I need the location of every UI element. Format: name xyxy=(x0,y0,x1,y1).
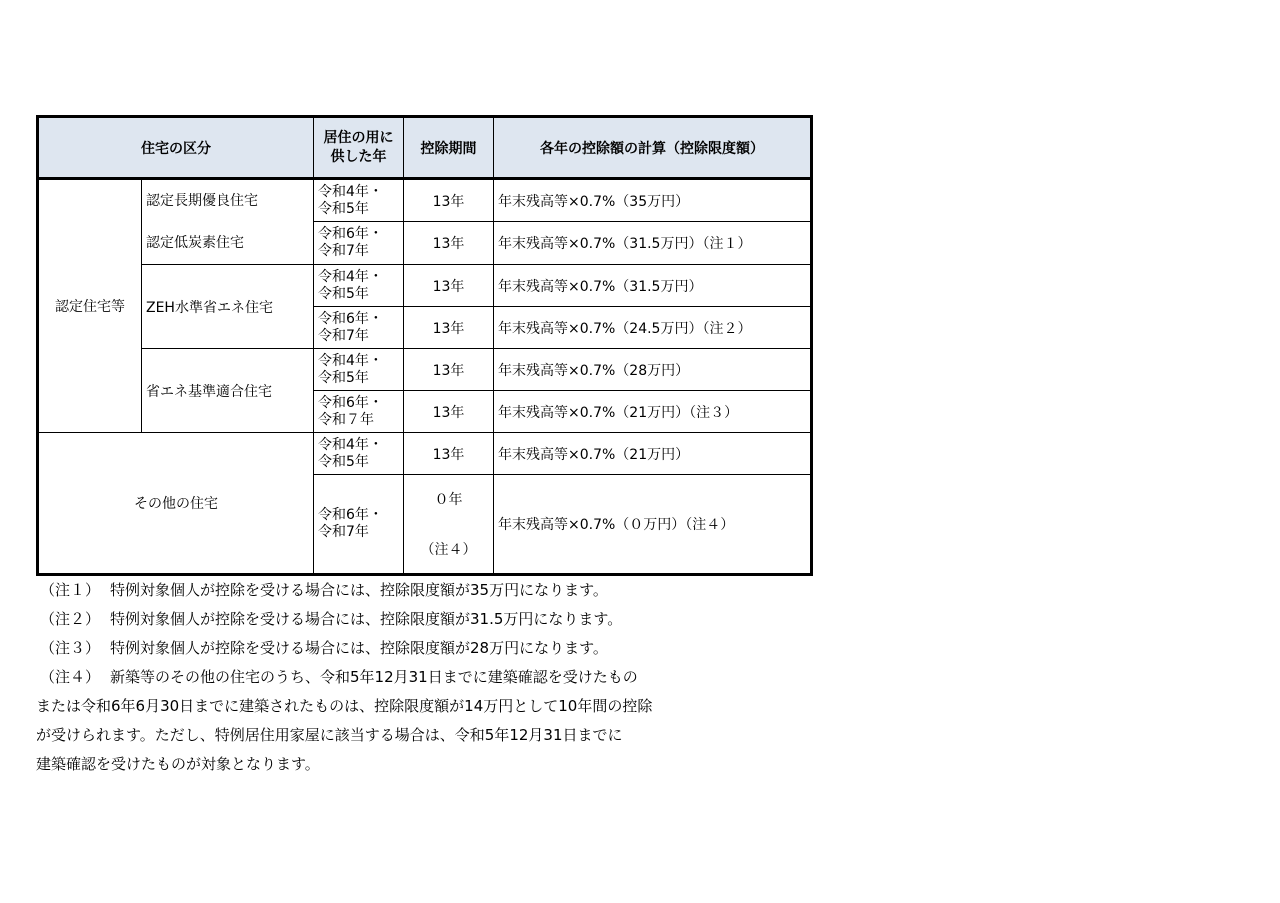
calc-cell: 年末残高等×0.7%（24.5万円）（注２） xyxy=(494,307,812,349)
period-cell: 13年 xyxy=(404,349,494,391)
year-cell: 令和6年・ 令和７年 xyxy=(314,391,404,433)
note-4-continued: または令和6年6月30日までに建築されたものは、控除限度額が14万円として10年間の控除 xyxy=(36,697,653,715)
note-label: （注２） xyxy=(40,610,101,628)
calc-cell: 年末残高等×0.7%（28万円） xyxy=(494,349,812,391)
period-value: ０年 xyxy=(434,492,463,508)
note-4 xyxy=(40,663,780,692)
header-category: 住宅の区分 xyxy=(38,117,314,179)
period-cell: 13年 xyxy=(404,265,494,307)
calc-cell: 年末残高等×0.7%（21万円）（注３） xyxy=(494,391,812,433)
note-3 xyxy=(40,634,780,663)
note-4-continued: が受けられます。ただし、特例居住用家屋に該当する場合は、令和5年12月31日までに xyxy=(36,726,623,744)
table-header-row xyxy=(38,117,812,179)
note-4-continued: 建築確認を受けたものが対象となります。 xyxy=(36,755,320,773)
note-text: 特例対象個人が控除を受ける場合には、控除限度額が35万円になります。 xyxy=(110,581,608,599)
notes-section xyxy=(36,576,780,779)
calc-cell: 年末残高等×0.7%（21万円） xyxy=(494,433,812,475)
period-cell: 13年 xyxy=(404,433,494,475)
period-cell: 13年 xyxy=(404,307,494,349)
calc-cell: 年末残高等×0.7%（31.5万円）（注１） xyxy=(494,222,812,265)
table-row xyxy=(38,265,812,307)
sub-low-carbon-label: 認定低炭素住宅 xyxy=(146,235,244,251)
table-row xyxy=(38,179,812,222)
sub-category-cell xyxy=(142,179,314,265)
header-calc: 各年の控除額の計算（控除限度額） xyxy=(494,117,812,179)
group-certified-label: 認定住宅等 xyxy=(38,179,142,433)
header-year-used: 居住の用に供した年 xyxy=(314,117,404,179)
header-period: 控除期間 xyxy=(404,117,494,179)
year-cell: 令和4年・ 令和5年 xyxy=(314,179,404,222)
note-text: 特例対象個人が控除を受ける場合には、控除限度額が31.5万円になります。 xyxy=(110,610,623,628)
sub-energy-label: 省エネ基準適合住宅 xyxy=(142,349,314,433)
group-other-label: その他の住宅 xyxy=(38,433,314,575)
note-text: 新築等のその他の住宅のうち、令和5年12月31日までに建築確認を受けたもの xyxy=(110,668,638,686)
sub-zeh-label: ZEH水準省エネ住宅 xyxy=(142,265,314,349)
table-row xyxy=(38,349,812,391)
calc-cell: 年末残高等×0.7%（35万円） xyxy=(494,179,812,222)
period-cell: 13年 xyxy=(404,391,494,433)
year-cell: 令和4年・ 令和5年 xyxy=(314,349,404,391)
year-cell: 令和4年・ 令和5年 xyxy=(314,265,404,307)
note-2 xyxy=(40,605,780,634)
year-cell: 令和6年・ 令和7年 xyxy=(314,307,404,349)
year-cell: 令和6年・ 令和7年 xyxy=(314,222,404,265)
period-cell: 13年 xyxy=(404,179,494,222)
calc-cell: 年末残高等×0.7%（31.5万円） xyxy=(494,265,812,307)
table-row xyxy=(38,433,812,475)
deduction-table xyxy=(36,115,813,576)
note-label: （注３） xyxy=(40,639,101,657)
period-note: （注４） xyxy=(420,542,477,558)
sub-long-term-label: 認定長期優良住宅 xyxy=(146,193,258,209)
note-label: （注４） xyxy=(40,668,101,686)
note-label: （注１） xyxy=(40,581,101,599)
year-cell: 令和4年・ 令和5年 xyxy=(314,433,404,475)
year-cell: 令和6年・ 令和7年 xyxy=(314,475,404,575)
period-cell xyxy=(404,475,494,575)
note-text: 特例対象個人が控除を受ける場合には、控除限度額が28万円になります。 xyxy=(110,639,608,657)
calc-cell: 年末残高等×0.7%（０万円）（注４） xyxy=(494,475,812,575)
period-cell: 13年 xyxy=(404,222,494,265)
note-1 xyxy=(40,576,780,605)
